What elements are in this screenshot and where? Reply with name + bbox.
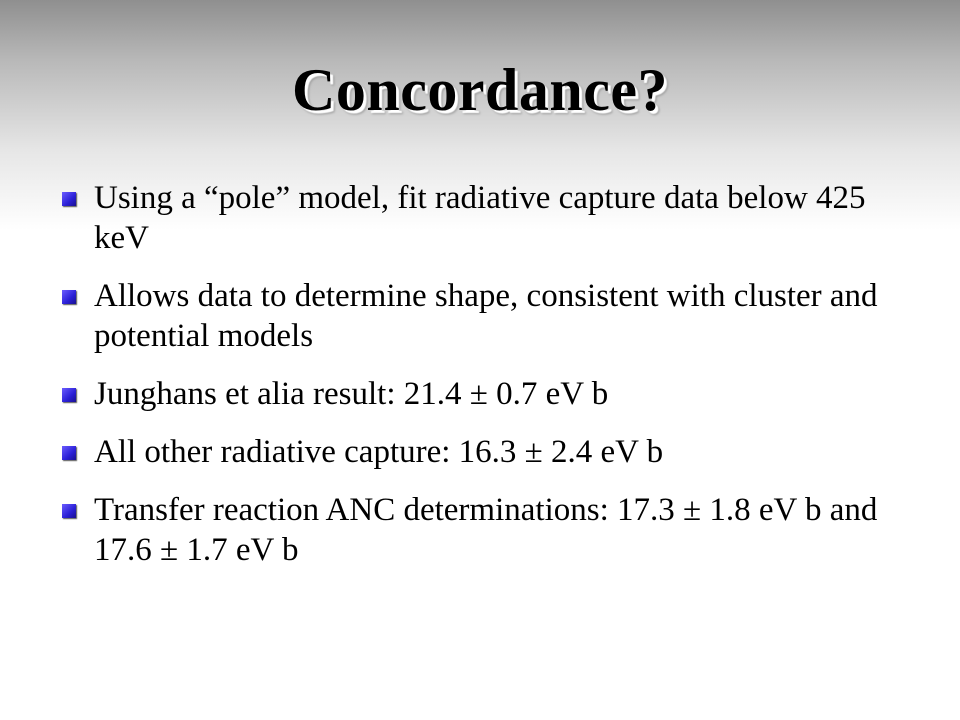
bullet-text: All other radiative capture: 16.3 ± 2.4 eV b [94, 434, 664, 470]
bullet-item [60, 490, 920, 570]
square-bullet-icon [62, 388, 76, 402]
bullet-item [60, 374, 920, 414]
bullet-text: Transfer reaction ANC determinations: 17.3 ± 1.8 eV b and 17.6 ± 1.7 eV b [94, 492, 878, 568]
square-bullet-icon [62, 192, 76, 206]
slide-title: Concordance? [292, 57, 668, 123]
bullet-text: Junghans et alia result: 21.4 ± 0.7 eV b [94, 376, 609, 412]
bullet-text: Using a “pole” model, fit radiative capture data below 425 keV [94, 180, 866, 256]
square-bullet-icon [62, 446, 76, 460]
bullet-list [60, 178, 920, 588]
bullet-item [60, 178, 920, 258]
bullet-item [60, 276, 920, 356]
square-bullet-icon [62, 290, 76, 304]
bullet-item [60, 432, 920, 472]
bullet-text: Allows data to determine shape, consistent with cluster and potential models [94, 278, 878, 354]
square-bullet-icon [62, 504, 76, 518]
